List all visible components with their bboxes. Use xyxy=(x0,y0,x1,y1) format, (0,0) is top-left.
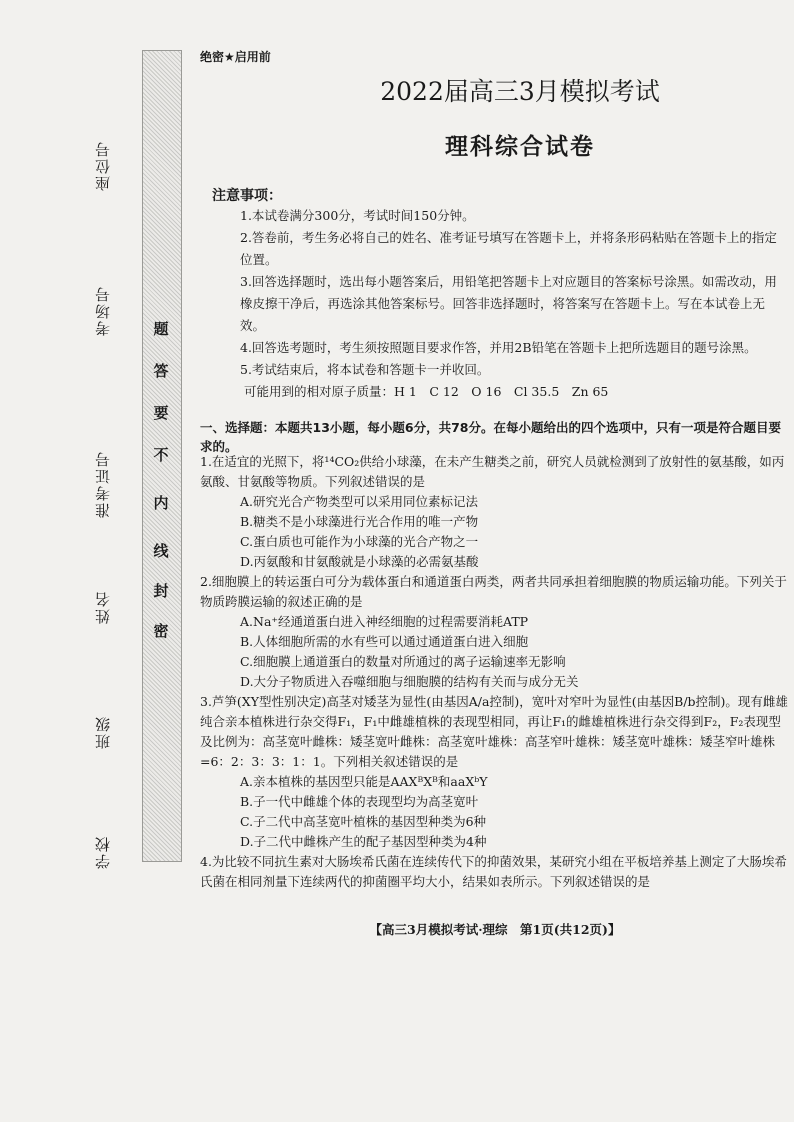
question-option: A.研究光合产物类型可以采用同位素标记法 xyxy=(240,494,479,509)
question-option: B.人体细胞所需的水有些可以通过通道蛋白进入细胞 xyxy=(240,634,529,649)
confidential-mark: 绝密★启用前 xyxy=(200,50,271,64)
question-option: D.子二代中雌株产生的配子基因型种类为4种 xyxy=(240,834,487,849)
binding-fields xyxy=(92,120,132,910)
question-option: A.Na⁺经通道蛋白进入神经细胞的过程需要消耗ATP xyxy=(240,614,529,629)
school-field: 学校 xyxy=(94,835,112,869)
question-stem: 2.细胞膜上的转运蛋白可分为载体蛋白和通道蛋白两类，两者共同承担着细胞膜的物质运输功能。下列关于物质跨膜运输的叙述正确的是 xyxy=(200,574,787,609)
question-option: C.细胞膜上通道蛋白的数量对所通过的离子运输速率无影响 xyxy=(240,654,566,669)
question-option: B.糖类不是小球藻进行光合作用的唯一产物 xyxy=(240,514,479,529)
exam-title: 2022届高三3月模拟考试 xyxy=(380,77,660,106)
seal-char: 题 xyxy=(153,320,169,338)
exam-room-field: 考场号 xyxy=(94,285,112,336)
question-option: D.丙氨酸和甘氨酸就是小球藻的必需氨基酸 xyxy=(240,554,479,569)
seal-char: 封 xyxy=(153,582,169,600)
question-option: A.亲本植株的基因型只能是AAXᴮXᴮ和aaXᵇY xyxy=(240,774,488,789)
seat-number-field: 座位号 xyxy=(94,140,112,191)
note-line: 2.答卷前，考生务必将自己的姓名、准考证号填写在答题卡上，并将条形码粘贴在答题卡上的指定位置。 xyxy=(240,230,777,267)
seal-char: 密 xyxy=(153,622,169,640)
question-stem: 3.芦笋(XY型性别决定)高茎对矮茎为显性(由基因A/a控制)，宽叶对窄叶为显性(由基因B/b控制)。现有雌雄纯合亲本植株进行杂交得F₁，F₁中雌雄植株的表现型相同，再让F₁的雌雄植株进行杂交得到F₂，F₂表现型及比例为：高茎宽叶雌株：矮茎宽叶雌株：高茎宽叶雄株：高茎窄叶雄株：矮茎宽叶雄株：矮茎窄叶雄株=6：2：3：3：1：1。下列相关叙述错误的是 xyxy=(200,694,788,769)
note-line: 5.考试结束后，将本试卷和答题卡一并收回。 xyxy=(240,362,490,377)
class-field: 班级 xyxy=(94,715,112,749)
note-line: 1.本试卷满分300分，考试时间150分钟。 xyxy=(240,208,475,223)
seal-char: 不 xyxy=(153,446,169,464)
note-line: 3.回答选择题时，选出每小题答案后，用铅笔把答题卡上对应题目的答案标号涂黑。如需改动，用橡皮擦干净后，再选涂其他答案标号。回答非选择题时，将答案写在答题卡上。写在本试卷上无效。 xyxy=(240,274,777,333)
question-stem: 4.为比较不同抗生素对大肠埃希氏菌在连续传代下的抑菌效果，某研究小组在平板培养基上测定了大肠埃希氏菌在相同剂量下连续两代的抑菌圈平均大小，结果如表所示。下列叙述错误的是 xyxy=(200,854,787,889)
section-heading: 一、选择题：本题共13小题，每小题6分，共78分。在每小题给出的四个选项中，只有一项是符合题目要求的。 xyxy=(200,420,781,454)
question-stem: 1.在适宜的光照下，将¹⁴CO₂供给小球藻，在未产生糖类之前，研究人员就检测到了放射性的氨基酸，如丙氨酸、甘氨酸等物质。下列叙述错误的是 xyxy=(200,454,785,489)
seal-char: 线 xyxy=(153,542,169,560)
seal-char: 要 xyxy=(153,404,169,422)
question-option: B.子一代中雌雄个体的表现型均为高茎宽叶 xyxy=(240,794,479,809)
question-option: C.子二代中高茎宽叶植株的基因型种类为6种 xyxy=(240,814,487,829)
page-footer: 【高三3月模拟考试·理综 第1页(共12页)】 xyxy=(369,922,621,937)
seal-char: 内 xyxy=(153,494,169,512)
question-option: D.大分子物质进入吞噬细胞与细胞膜的结构有关而与成分无关 xyxy=(240,674,579,689)
question-option: C.蛋白质也可能作为小球藻的光合产物之一 xyxy=(240,534,479,549)
name-field: 姓名 xyxy=(94,590,112,624)
atomic-mass-line: 可能用到的相对原子质量：H 1 C 12 O 16 Cl 35.5 Zn 65 xyxy=(244,384,609,399)
admission-number-field: 准考证号 xyxy=(94,450,112,518)
seal-char: 答 xyxy=(153,362,169,380)
note-line: 4.回答选考题时，考生须按照题目要求作答，并用2B铅笔在答题卡上把所选题目的题号涂黑。 xyxy=(240,340,757,355)
exam-subtitle: 理科综合试卷 xyxy=(445,134,595,160)
notes-heading: 注意事项： xyxy=(212,188,282,204)
